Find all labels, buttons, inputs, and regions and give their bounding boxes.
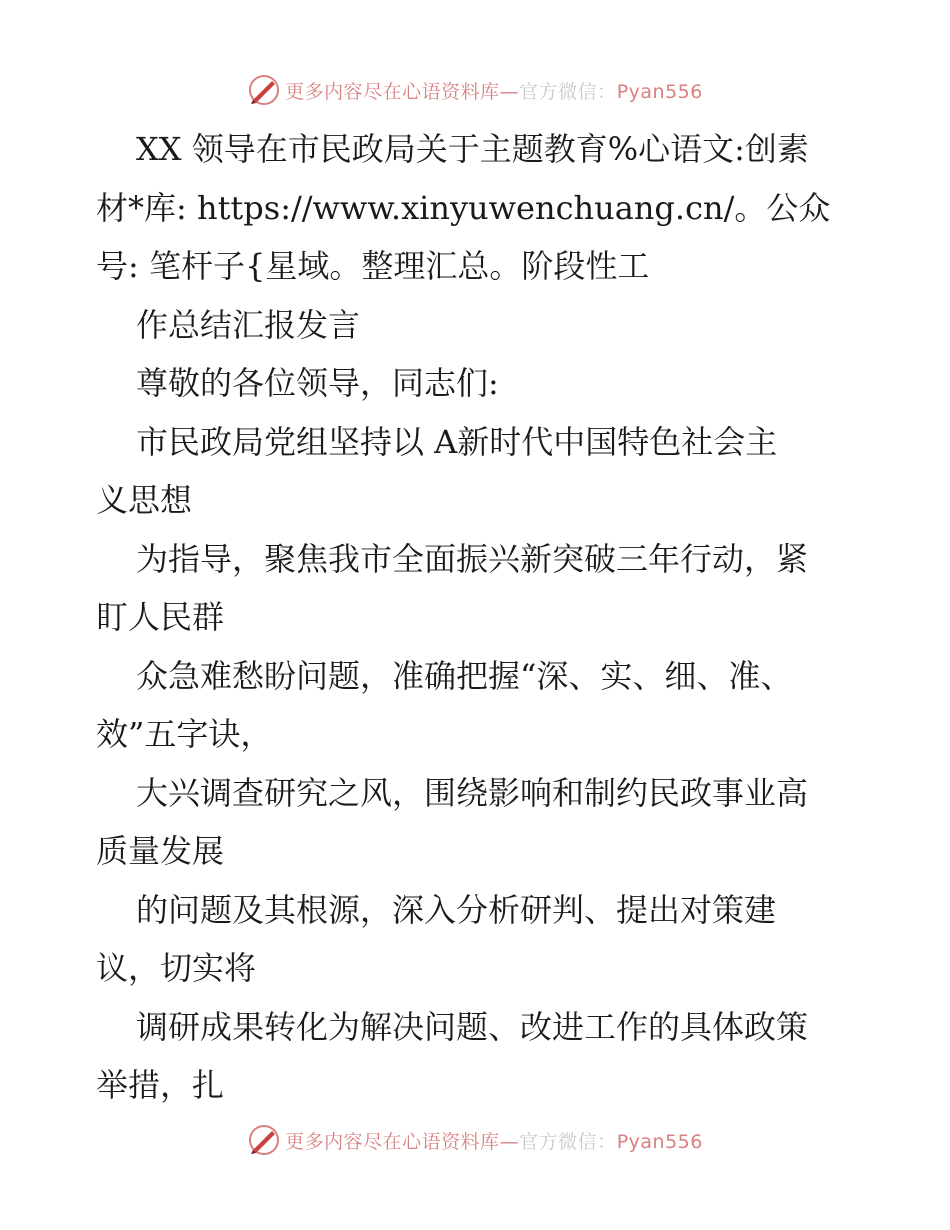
banner-title: 更多内容尽在心语资料库	[285, 80, 500, 103]
document-line: 调研成果转化为解决问题、改进工作的具体政策	[136, 1007, 809, 1046]
document-line: 的问题及其根源，深入分析研判、提出对策建	[136, 890, 777, 929]
banner-title: 更多内容尽在心语资料库	[285, 1130, 500, 1153]
banner-wechat-id: Pyan556	[616, 80, 703, 103]
document-line: 大兴调查研究之风，围绕影响和制约民政事业高	[136, 773, 809, 812]
document-line: 市民政局党组坚持以 A新时代中国特色社会主	[136, 422, 778, 461]
banner-wechat-label: 官方微信：	[519, 80, 617, 103]
document-line: 质量发展	[96, 832, 225, 870]
document-line: 义思想	[96, 481, 193, 519]
document-line: 作总结汇报发言	[136, 305, 361, 344]
document-line: 议，切实将	[96, 949, 257, 987]
footer-banner	[0, 1120, 950, 1160]
document-line: XX 领导在市民政局关于主题教育%心语文:创素	[136, 130, 809, 168]
document-line: 盯人民群	[96, 598, 225, 636]
pen-logo-icon	[247, 73, 281, 107]
document-line: 效”五字诀，	[96, 715, 273, 753]
document-line: 众急难愁盼问题，准确把握“深、实、细、准、	[136, 656, 793, 695]
banner-wechat-label: 官方微信：	[519, 1130, 617, 1153]
header-banner	[0, 70, 950, 110]
pen-logo-icon	[247, 1123, 281, 1157]
banner-separator: —	[499, 1130, 520, 1153]
document-line: 尊敬的各位领导，同志们:	[136, 364, 499, 402]
document-line: 材*库: https://www.xinyuwenchuang.cn/。公众	[96, 188, 831, 227]
document-line: 举措，扎	[96, 1066, 225, 1104]
banner-separator: —	[499, 80, 520, 103]
document-line: 号: 笔杆子{星域。整理汇总。阶段性工	[96, 247, 650, 285]
document-body	[96, 120, 856, 1115]
banner-wechat-id: Pyan556	[616, 1130, 703, 1153]
document-line: 为指导，聚焦我市全面振兴新突破三年行动，紧	[136, 539, 809, 578]
